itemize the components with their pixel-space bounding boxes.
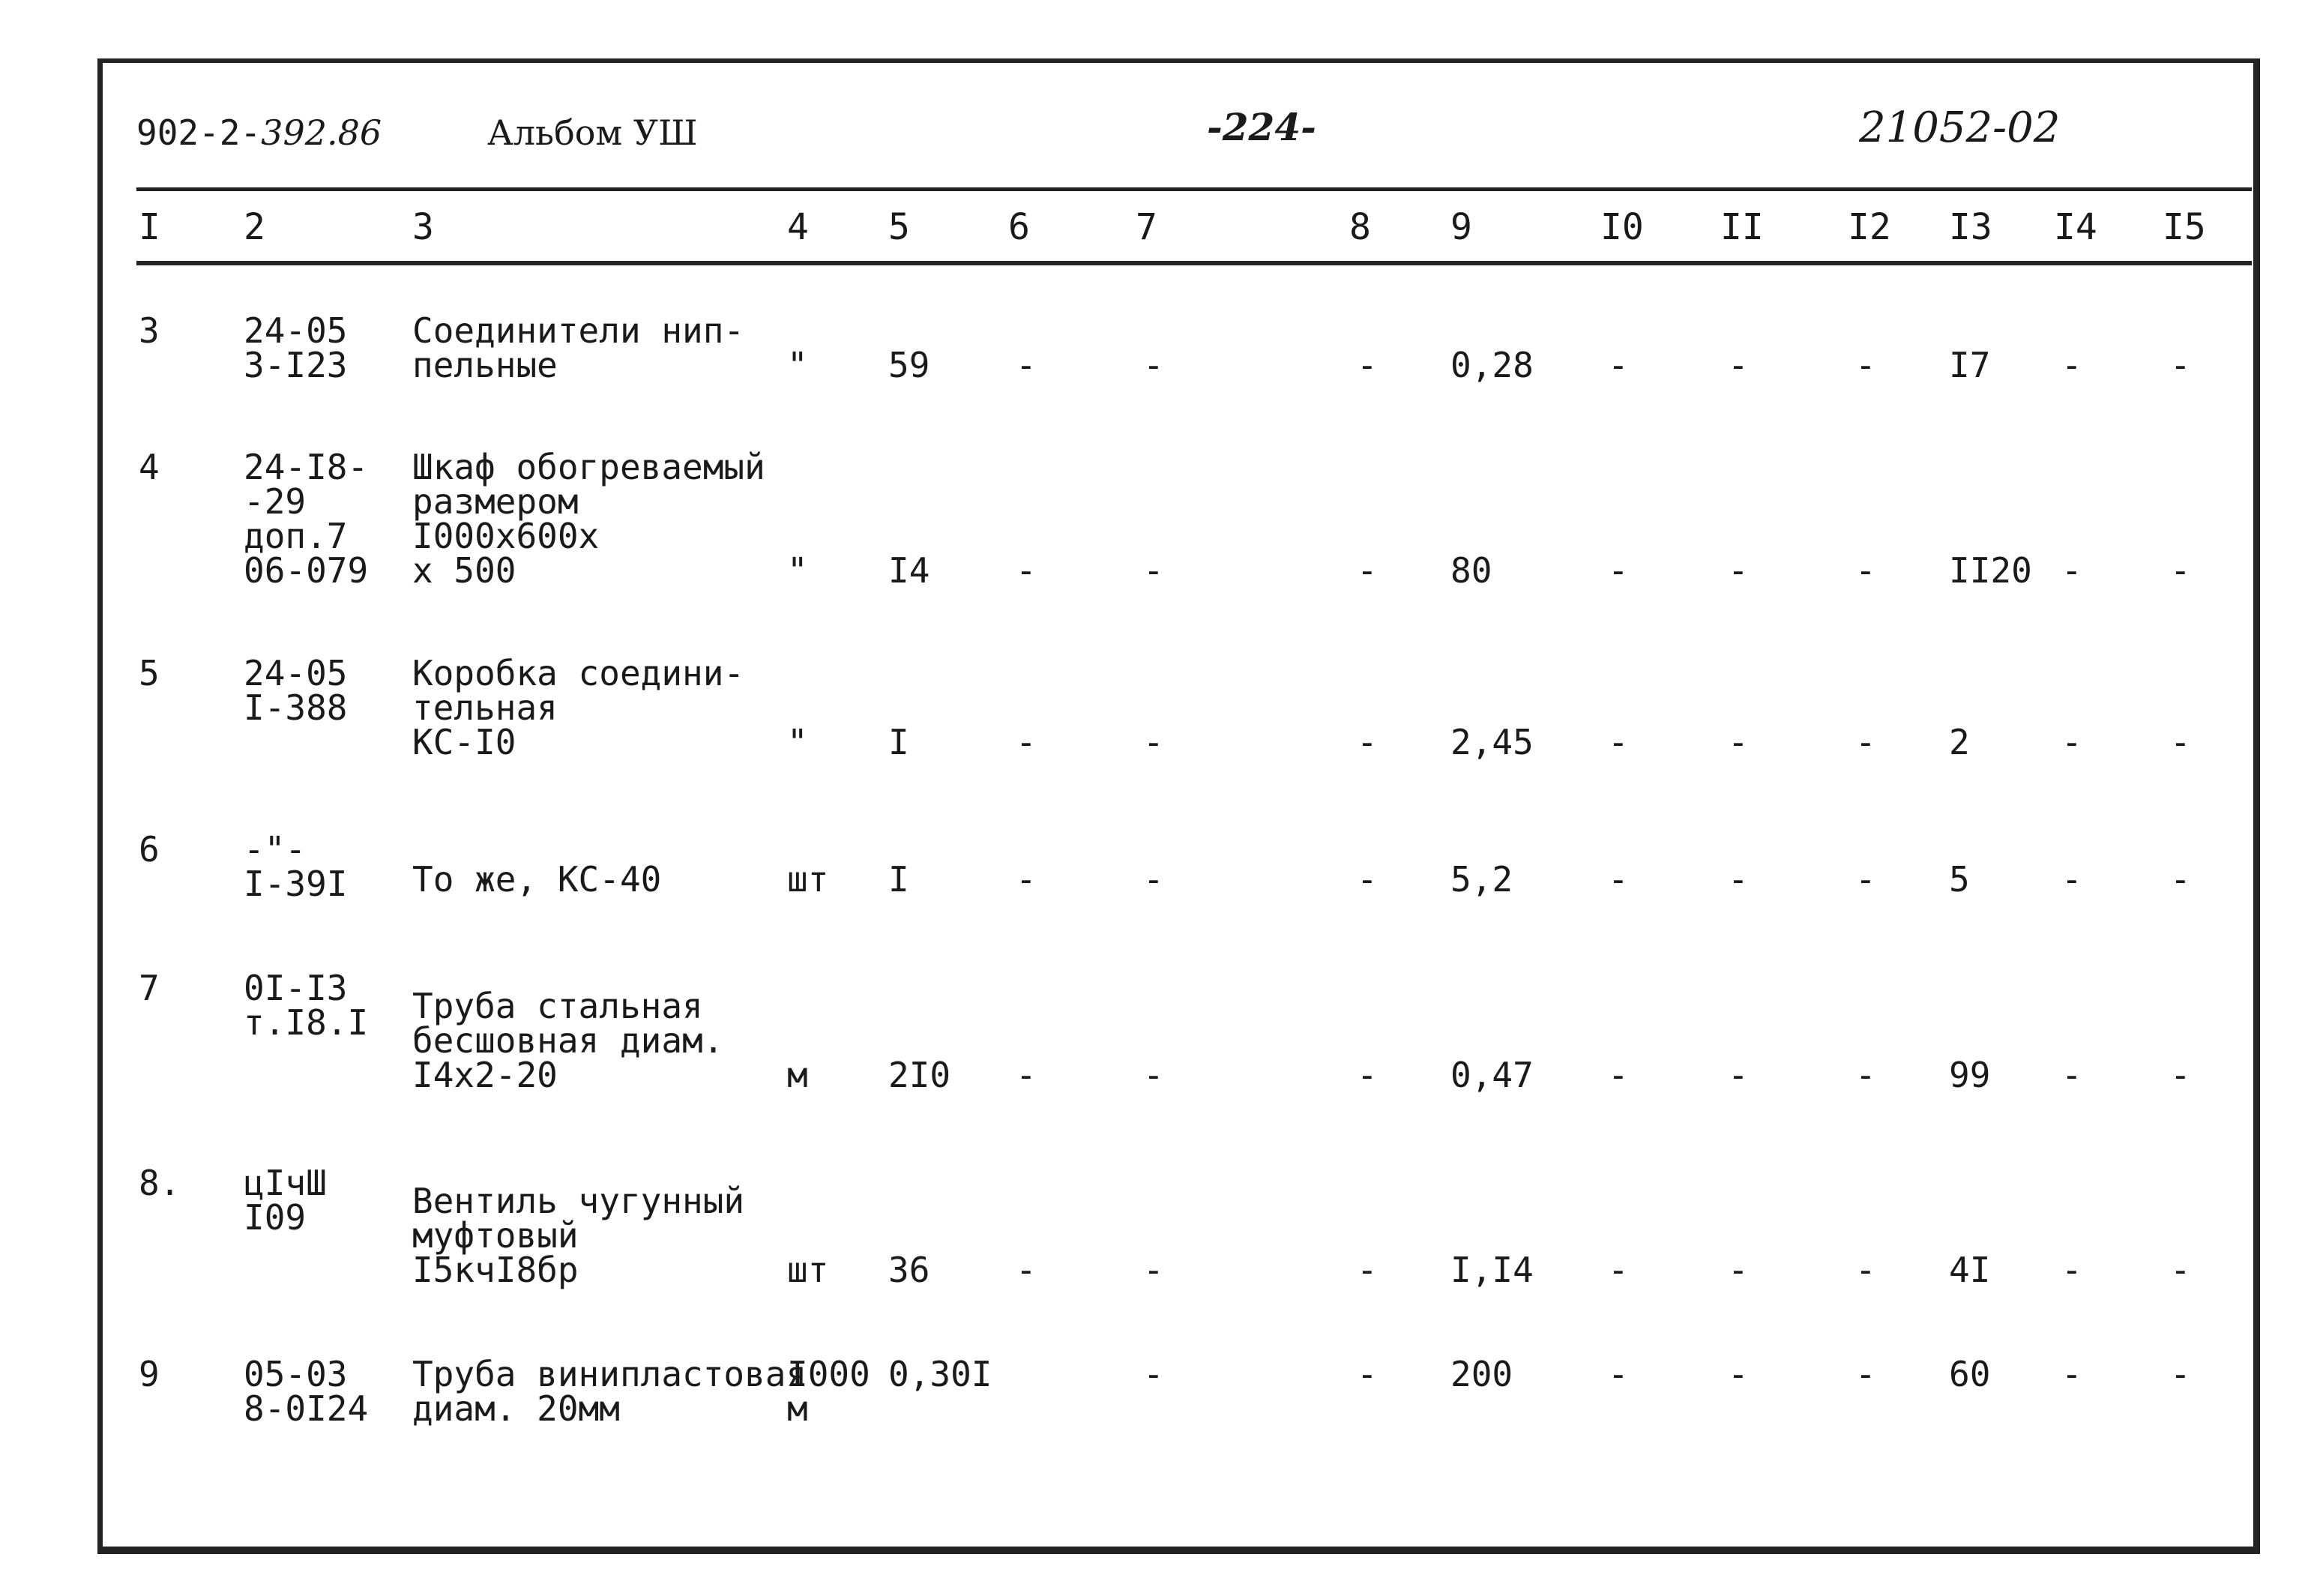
value-col9: 200 xyxy=(1450,1354,1513,1394)
empty-dash: - xyxy=(1728,1354,1749,1394)
empty-dash: - xyxy=(2061,345,2082,385)
empty-dash: - xyxy=(1357,345,1378,385)
column-number: I xyxy=(139,206,160,248)
column-number: 7 xyxy=(1136,206,1157,248)
quantity-cell: 59 xyxy=(888,345,930,385)
empty-dash: - xyxy=(1608,722,1629,762)
empty-dash: - xyxy=(1728,345,1749,385)
item-name-line: I000x600x xyxy=(412,516,600,556)
row-number: 5 xyxy=(139,653,160,693)
value-col13: 4I xyxy=(1949,1250,1991,1290)
empty-dash: - xyxy=(1608,859,1629,900)
empty-dash: - xyxy=(2170,859,2191,900)
column-number: 4 xyxy=(787,206,809,248)
item-name-line: тельная xyxy=(412,687,558,728)
empty-dash: - xyxy=(1357,1250,1378,1290)
quantity-cell: I4 xyxy=(888,550,930,591)
column-number: 5 xyxy=(888,206,910,248)
item-name-line: муфтовый xyxy=(412,1215,579,1256)
empty-dash: - xyxy=(1357,1354,1378,1394)
empty-dash: - xyxy=(1608,1354,1629,1394)
empty-dash: - xyxy=(1357,1055,1378,1095)
column-number: I4 xyxy=(2054,206,2097,248)
empty-dash: - xyxy=(1728,859,1749,900)
row-number: 9 xyxy=(139,1354,160,1394)
empty-dash: - xyxy=(1855,1354,1876,1394)
value-col13: I7 xyxy=(1949,345,1991,385)
item-code-line: 06-079 xyxy=(244,550,369,591)
value-col9: 0,47 xyxy=(1450,1055,1534,1095)
item-code-line: 24-I8- xyxy=(244,447,369,487)
quantity-cell: I xyxy=(888,859,909,900)
column-number: II xyxy=(1720,206,1764,248)
empty-dash: - xyxy=(1608,345,1629,385)
empty-dash: - xyxy=(2170,1354,2191,1394)
column-number: I5 xyxy=(2163,206,2206,248)
empty-dash: - xyxy=(2061,1055,2082,1095)
item-name-line: КС-I0 xyxy=(412,722,516,762)
empty-dash: - xyxy=(1143,859,1164,900)
row-number: 3 xyxy=(139,310,160,351)
empty-dash: - xyxy=(2061,859,2082,900)
empty-dash: - xyxy=(1608,1250,1629,1290)
value-col13: 99 xyxy=(1949,1055,1991,1095)
unit-cell: " xyxy=(787,722,808,762)
empty-dash: - xyxy=(1016,859,1037,900)
empty-dash: - xyxy=(2061,722,2082,762)
item-code-line: цIчШ xyxy=(244,1163,327,1203)
item-code-line: 0I-I3 xyxy=(244,968,348,1008)
empty-dash: - xyxy=(1016,1055,1037,1095)
item-code-line: I-39I xyxy=(244,864,348,904)
value-col9: 80 xyxy=(1450,550,1492,591)
empty-dash: - xyxy=(1855,1250,1876,1290)
column-number: 8 xyxy=(1349,206,1371,248)
item-code-line: -29 xyxy=(244,481,307,522)
empty-dash: - xyxy=(1728,1250,1749,1290)
row-number: 8. xyxy=(139,1163,181,1203)
empty-dash: - xyxy=(1016,345,1037,385)
page-frame xyxy=(97,58,2260,1554)
empty-dash: - xyxy=(1608,550,1629,591)
value-col13: II20 xyxy=(1949,550,2032,591)
project-code xyxy=(136,112,382,153)
unit-cell: м xyxy=(787,1388,808,1429)
page-number: -224- xyxy=(1207,105,1316,149)
unit-cell: " xyxy=(787,345,808,385)
empty-dash: - xyxy=(1016,1250,1037,1290)
empty-dash: - xyxy=(1728,550,1749,591)
item-code-line: 8-0I24 xyxy=(244,1388,369,1429)
value-col9: 0,28 xyxy=(1450,345,1534,385)
item-code-line: 05-03 xyxy=(244,1354,348,1394)
empty-dash: - xyxy=(2061,1354,2082,1394)
column-number: 9 xyxy=(1450,206,1472,248)
empty-dash: - xyxy=(1143,1354,1164,1394)
unit-cell: м xyxy=(787,1055,808,1095)
item-code-line: 3-I23 xyxy=(244,345,348,385)
item-name-line: То же, КС-40 xyxy=(412,859,662,900)
project-code-printed: 902-2- xyxy=(136,112,262,153)
empty-dash: - xyxy=(1357,859,1378,900)
empty-dash: - xyxy=(1855,345,1876,385)
item-code-line: доп.7 xyxy=(244,516,348,556)
empty-dash: - xyxy=(2170,1055,2191,1095)
item-name-line: x 500 xyxy=(412,550,516,591)
item-name-line: размером xyxy=(412,481,579,522)
row-number: 4 xyxy=(139,447,160,487)
item-name-line: I4x2-20 xyxy=(412,1055,558,1095)
header-rule xyxy=(136,187,2252,191)
value-col9: I,I4 xyxy=(1450,1250,1534,1290)
item-code-line: т.I8.I xyxy=(244,1002,369,1043)
column-number: 2 xyxy=(244,206,265,248)
value-col13: 2 xyxy=(1949,722,1970,762)
value-col9: 5,2 xyxy=(1450,859,1513,900)
unit-cell: шт xyxy=(787,1250,829,1290)
empty-dash: - xyxy=(1143,550,1164,591)
empty-dash: - xyxy=(1143,345,1164,385)
item-name-line: диам. 20мм xyxy=(412,1388,620,1429)
quantity-cell: 2I0 xyxy=(888,1055,951,1095)
value-col9: 2,45 xyxy=(1450,722,1534,762)
empty-dash: - xyxy=(2170,1250,2191,1290)
empty-dash: - xyxy=(1608,1055,1629,1095)
item-name-line: I5кчI8бр xyxy=(412,1250,579,1290)
empty-dash: - xyxy=(2061,550,2082,591)
empty-dash: - xyxy=(1143,722,1164,762)
unit-cell: шт xyxy=(787,859,829,900)
item-code-line: I-388 xyxy=(244,687,348,728)
row-number: 6 xyxy=(139,829,160,870)
item-code-line: 24-05 xyxy=(244,653,348,693)
item-name-line: Труба винипластовая xyxy=(412,1354,807,1394)
column-number: I2 xyxy=(1848,206,1891,248)
value-col13: 5 xyxy=(1949,859,1970,900)
quantity-cell: 36 xyxy=(888,1250,930,1290)
value-col13: 60 xyxy=(1949,1354,1991,1394)
column-number: 6 xyxy=(1008,206,1030,248)
empty-dash: - xyxy=(1143,1250,1164,1290)
item-name-line: Шкаф обогреваемый xyxy=(412,447,765,487)
empty-dash: - xyxy=(1728,1055,1749,1095)
album-label: Альбом УШ xyxy=(487,112,698,153)
empty-dash: - xyxy=(1357,722,1378,762)
column-number: 3 xyxy=(412,206,434,248)
item-code-line: -"- xyxy=(244,829,307,870)
item-name-line: пельные xyxy=(412,345,558,385)
empty-dash: - xyxy=(1855,1055,1876,1095)
column-header-rule xyxy=(136,261,2252,265)
item-name-line: Вентиль чугунный xyxy=(412,1181,745,1221)
item-name-line: Соединители нип- xyxy=(412,310,745,351)
empty-dash: - xyxy=(1855,722,1876,762)
row-number: 7 xyxy=(139,968,160,1008)
empty-dash: - xyxy=(1855,550,1876,591)
empty-dash: - xyxy=(1016,550,1037,591)
empty-dash: - xyxy=(2170,345,2191,385)
empty-dash: - xyxy=(2170,722,2191,762)
column-number: I3 xyxy=(1949,206,1992,248)
item-name-line: бесшовная диам. xyxy=(412,1020,724,1061)
empty-dash: - xyxy=(1016,722,1037,762)
empty-dash: - xyxy=(1855,859,1876,900)
empty-dash: - xyxy=(1728,722,1749,762)
empty-dash: - xyxy=(2170,550,2191,591)
empty-dash: - xyxy=(1357,550,1378,591)
quantity-cell: 0,30I xyxy=(888,1354,992,1394)
unit-cell: " xyxy=(787,550,808,591)
item-name-line: Труба стальная xyxy=(412,986,703,1026)
unit-cell: I000 xyxy=(787,1354,870,1394)
project-code-handwritten: 392.86 xyxy=(261,112,382,153)
quantity-cell: I xyxy=(888,722,909,762)
empty-dash: - xyxy=(2061,1250,2082,1290)
document-number: 21052-02 xyxy=(1859,103,2061,152)
item-name-line: Коробка соедини- xyxy=(412,653,745,693)
empty-dash: - xyxy=(1143,1055,1164,1095)
item-code-line: 24-05 xyxy=(244,310,348,351)
column-number: I0 xyxy=(1600,206,1644,248)
item-code-line: I09 xyxy=(244,1197,307,1238)
